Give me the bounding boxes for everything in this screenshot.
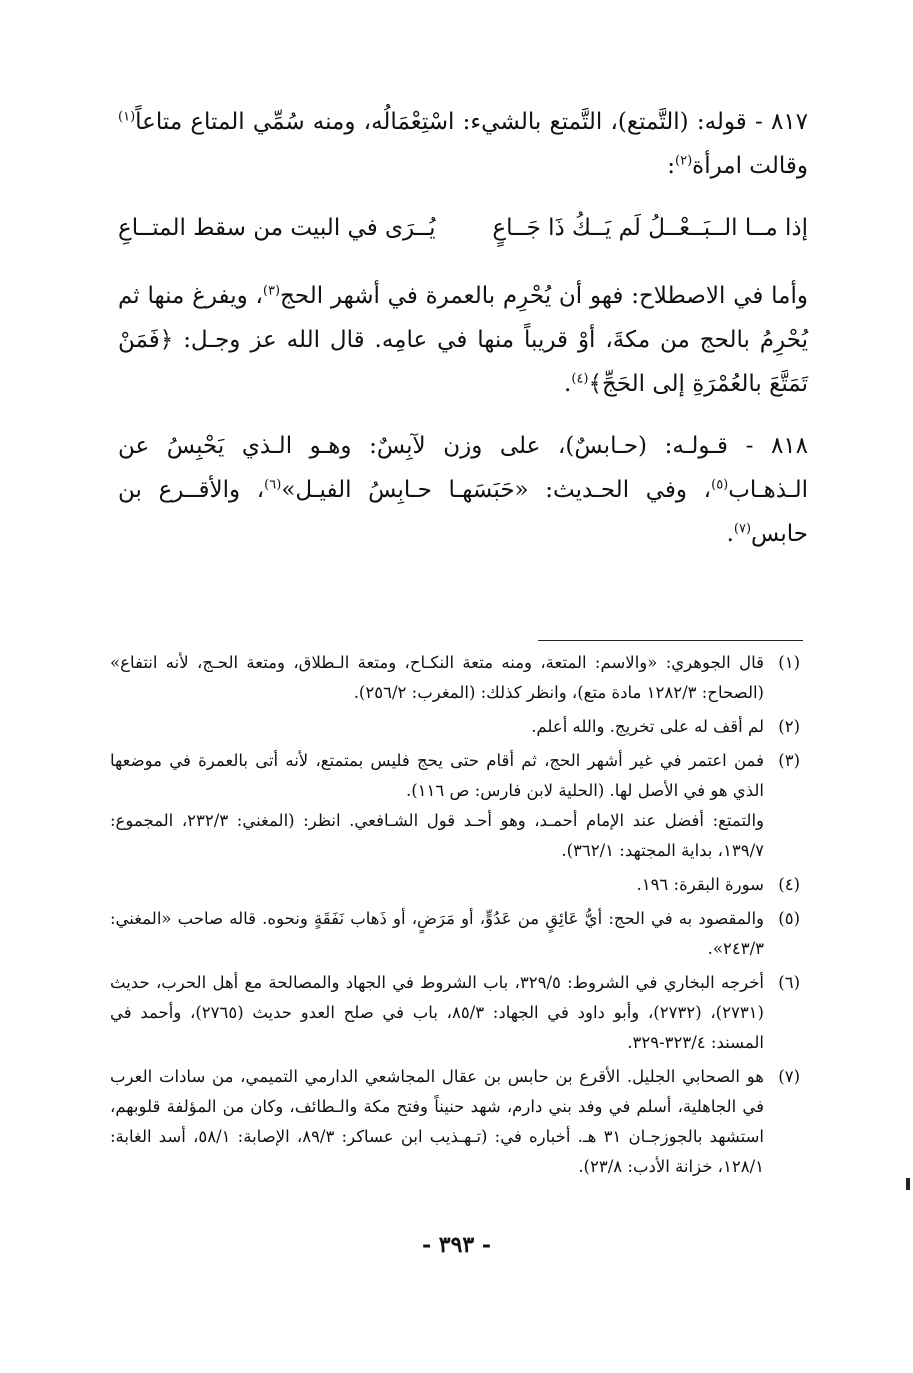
verse-second-hemistich: يُــرَى في البيت من سقط المتــاعِ (118, 215, 436, 241)
entry-817-text: ٨١٧ - قوله: (التَّمتع)، التَّمتع بالشيء: اسْتِعْمَالُه، ومنه سُمِّي المتاع متاعاً (135, 109, 808, 135)
footnote-ref-1[interactable]: (١) (118, 109, 136, 125)
footnote-5 (110, 904, 800, 964)
istilah-text-a: وأما في الاصطلاح: فهو أن يُحْرِم بالعمرة في أشهر الحج (280, 283, 808, 309)
footnote-number: (٢) (778, 717, 800, 736)
footnote-number: (٦) (778, 973, 800, 992)
istilah-text-b: ، ويفرغ منها ثم يُحْرِمُ بالحج من مكةَ، أوْ قريباً منها في عامِه. قال الله عز وجـل: ﴿فَمَنْ تَمَتَّعَ بالعُمْرَةِ إلى الحَجِّ﴾ (118, 283, 808, 397)
footnote-1 (110, 648, 800, 708)
entry-818-end: . (726, 521, 734, 547)
footnote-text: سورة البقرة: ١٩٦. (636, 875, 764, 894)
footnote-text: هو الصحابي الجليل. الأقرع بن حابس بن عقال المجاشعي الدارمي التميمي، من سادات العرب في الجاهلية، أسلم في وفد بني دارم، شهد حنيناً وفتح مكة والـطائف، وكان من المؤلفة قلوبهم، استشهد بالجوزجـان ٣١ هـ. أخباره في: (تـهـذيب ابن عساكر: ٨٩/٣، الإصابة: ٥٨/١، أسد الغابة: ١٢٨/١، خزانة الأدب: ٢٣/٨). (110, 1067, 764, 1176)
footnote-text: لم أقف له على تخريج. والله أعلم. (531, 717, 764, 736)
footnote-separator (538, 640, 803, 641)
footnote-ref-2[interactable]: (٢) (675, 153, 693, 169)
poetry-verse (118, 206, 808, 250)
footnote-text: والتمتع: أفضل عند الإمام أحمـد، وهو أحـد قول الشـافعي. انظر: (المغني: ٢٣٢/٣، المجموع: ١٣٩/٧، بداية المجتهد: ٣٦٢/١). (110, 811, 764, 860)
main-text (118, 100, 808, 574)
footnote-ref-6[interactable]: (٦) (264, 477, 282, 493)
footnote-number: (٣) (778, 751, 800, 770)
footnote-ref-5[interactable]: (٥) (711, 477, 729, 493)
footnote-text: فمن اعتمر في غير أشهر الحج، ثم أقام حتى يحج فليس بمتمتع، لأنه أتى بالعمرة في موضعها الذي هو في الأصل لها. (الحلية لابن فارس: ص ١١٦). (110, 751, 764, 800)
footnote-3 (110, 746, 800, 866)
footnote-ref-4[interactable]: (٤) (571, 371, 589, 387)
footnote-ref-3[interactable]: (٣) (262, 283, 281, 299)
footnote-ref-7[interactable]: (٧) (733, 521, 752, 537)
footnote-text: أخرجه البخاري في الشروط: ٣٢٩/٥، باب الشروط في الجهاد والمصالحة مع أهل الحرب، حديث (٢٧٣١)، (٢٧٣٢)، وأبو داود في الجهاد: ٨٥/٣، باب في صلح العدو حديث (٢٧٦٥)، وأحمد في المسند: ٣٢٣/٤-٣٢٩. (110, 973, 764, 1052)
entry-818-text-c: ، والأقــرع بن حابس (118, 477, 808, 547)
footnote-number: (٥) (778, 909, 800, 928)
istilah-paragraph (118, 274, 808, 406)
entry-818-text-b: ، وفي الحـديث: «حَبَسَهـا حـابِسُ الفيـل» (281, 477, 712, 503)
scan-edge-mark (906, 1178, 910, 1190)
footnote-text: قال الجوهري: «والاسم: المتعة، ومنه متعة النكـاح، ومتعة الـطلاق، ومتعة الحـج، لأنه انتفاع» (الصحاح: ١٢٨٢/٣ مادة متع)، وانظر كذلك: (المغرب: ٢٥٦/٢). (110, 653, 764, 702)
entry-818 (118, 424, 808, 556)
footnote-number: (٧) (778, 1067, 800, 1086)
footnotes (110, 648, 800, 1186)
entry-818-text-a: ٨١٨ - قـولـه: (حـابسٌ)، على وزن لآبِسٌ: وهـو الـذي يَحْبِسُ عن الـذهـاب (118, 433, 808, 503)
footnote-2 (110, 712, 800, 742)
entry-817-end: : (667, 153, 675, 179)
istilah-end: . (564, 371, 572, 397)
footnote-6 (110, 968, 800, 1058)
footnote-7 (110, 1062, 800, 1182)
footnote-number: (٤) (778, 875, 800, 894)
footnote-number: (١) (778, 653, 800, 672)
entry-817-mid: وقالت امرأة (692, 153, 808, 179)
footnote-4 (110, 870, 800, 900)
page-number: - ٣٩٣ - (421, 1232, 492, 1258)
entry-817 (118, 100, 808, 188)
footnote-text: والمقصود به في الحج: أيُّ عَائِقٍ من عَدُوٍّ، أو مَرَضٍ، أو ذَهاب نَفَقَةٍ ونحوه. قاله صاحب «المغني: ٢٤٣/٣». (110, 909, 764, 958)
verse-first-hemistich: إذا مــا الــبَــعْــلُ لَم يَــكُ ذَا جَــاعٍ (492, 215, 808, 241)
